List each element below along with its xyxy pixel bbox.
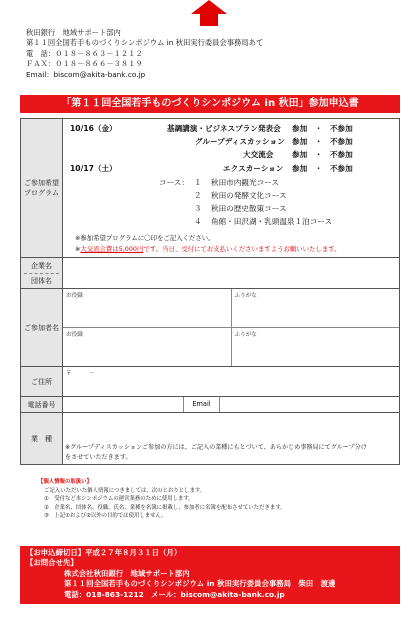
org-label-text: 団体名 (31, 276, 52, 285)
day2-date: 10/17（土） (70, 164, 117, 173)
program-note-1: ※参加希望プログラムに〇印をご記入ください。 (75, 234, 215, 242)
contact-tel-email: 電話：018-863-1212 メール：biscom@akita-bank.co.jp (64, 589, 285, 599)
email-input[interactable] (220, 397, 399, 412)
course-num-4: ４ (194, 217, 202, 226)
sender-line-committee: 第１１回全国若手ものづくりシンポジウム in 秋田実行委員会事務局あて (26, 38, 264, 48)
course-name-4: 角館・田沢湖・乳頭温泉１泊コース (211, 217, 333, 226)
attendee-1-title-input[interactable] (63, 289, 231, 327)
email-label: Email (184, 397, 220, 412)
application-form (20, 118, 400, 465)
sender-block (26, 28, 263, 80)
day2-choice[interactable]: 参加 ・ 不参加 (292, 164, 353, 173)
contact-heading: 【お問合せ先】 (26, 558, 78, 568)
privacy-item-1: ① 受付など本シンポジウムの運営業務のために使用します。 (44, 496, 194, 503)
sender-email: Email：biscom@akita-bank.co.jp (26, 69, 146, 79)
attendee-2-name-input[interactable] (231, 328, 400, 366)
company-label (21, 258, 63, 289)
sender-fax: ＦＡＸ：０１８－８６６－３８１９ (26, 59, 143, 69)
business-input[interactable] (63, 413, 400, 465)
attendee-cell (63, 289, 400, 367)
program-label-text: ご参加希望 プログラム (24, 179, 59, 197)
sender-phone: 電 話：０１８－８６３－１２１２ (26, 48, 143, 58)
phone-email-cell (63, 397, 400, 413)
privacy-section (38, 478, 286, 521)
course-name-3: 秋田の歴史散策コース (211, 204, 287, 213)
privacy-intro: ご記入いただいた個人情報につきましては、次のとおりとします。 (44, 487, 206, 494)
address-input[interactable] (63, 367, 400, 397)
attendee-2-furigana-label: ふりがな (234, 332, 257, 338)
company-input[interactable] (63, 258, 400, 289)
address-label: ご住所 (21, 367, 63, 397)
day1-item-keynote: 基調講演・ビジネスプラン発表会 (167, 124, 281, 133)
day1-party-choice[interactable]: 参加 ・ 不参加 (292, 150, 353, 159)
course-num-1: １ (194, 178, 202, 187)
sender-line-dept: 秋田銀行 地域サポート部内 (26, 28, 121, 37)
course-name-1: 秋田市内観光コース (211, 178, 279, 187)
day2-excursion: エクスカーション (223, 164, 284, 173)
day1-group-choice[interactable]: 参加 ・ 不参加 (292, 137, 353, 146)
postal-mark: 〒 － (66, 371, 94, 377)
business-note-2: をさせていただきます。 (65, 453, 132, 461)
day1-item-party: 大交流会 (243, 150, 274, 159)
form-title-banner: 「第１１回全国若手ものづくりシンポジウム in 秋田」参加申込書 (20, 95, 400, 113)
footer-contact-box (20, 546, 400, 604)
course-num-3: ３ (194, 204, 202, 213)
attendee-2-title-label: お役職 (66, 332, 83, 338)
business-note-1: ※グループディスカッションご参加の方には、ご記入の業種にもとづいて、あらかじめ事務局にてグループ分け (65, 444, 367, 451)
program-cell[interactable] (63, 119, 400, 258)
party-fee-note: 大交流会費は5,000円 (80, 245, 144, 253)
course-name-2: 秋田の発酵文化コース (211, 191, 287, 200)
course-num-2: ２ (194, 191, 202, 200)
program-label (21, 119, 63, 258)
attendee-2-title-input[interactable] (63, 328, 231, 366)
day1-date: 10/16（金） (70, 124, 117, 133)
business-label: 業 種 (21, 413, 63, 465)
up-arrow-icon (191, 0, 227, 30)
contact-committee: 第１１回全国若手ものづくりシンポジウム in 秋田実行委員会事務局 柴田 渡邊 (64, 579, 336, 589)
privacy-heading: 【個人情報の取扱い】 (38, 479, 92, 485)
attendee-label: ご参加者名 (21, 289, 63, 367)
contact-org: 株式会社秋田銀行 地域サポート部内 (64, 568, 190, 578)
phone-input[interactable] (63, 397, 184, 412)
company-label-text: 企業名 (24, 261, 59, 274)
attendee-1-title-label: お役職 (66, 293, 83, 299)
program-note-2 (75, 244, 340, 253)
privacy-item-2: ② 企業名、団体名、役職、氏名、業種を名簿に掲載し、参加者に名簿を配布させていただきます。 (44, 504, 286, 511)
privacy-item-3: ③ 上記①および②以外の目的では使用しません。 (44, 513, 167, 520)
attendee-1-furigana-label: ふりがな (234, 293, 257, 299)
phone-label: 電話番号 (21, 397, 63, 413)
deadline: 【お申込締切日】平成２７年８月３１日（月） (26, 548, 182, 557)
course-label: コース： (159, 178, 189, 187)
program-note-2-rest: です。当日、受付にてお支払いくださいますようお願いいたします。 (143, 245, 341, 253)
program-note-2-prefix: ※ (75, 245, 81, 253)
day1-keynote-choice[interactable]: 参加 ・ 不参加 (292, 124, 353, 133)
day1-item-group: グループディスカッション (195, 137, 285, 146)
attendee-1-name-input[interactable] (231, 289, 400, 327)
